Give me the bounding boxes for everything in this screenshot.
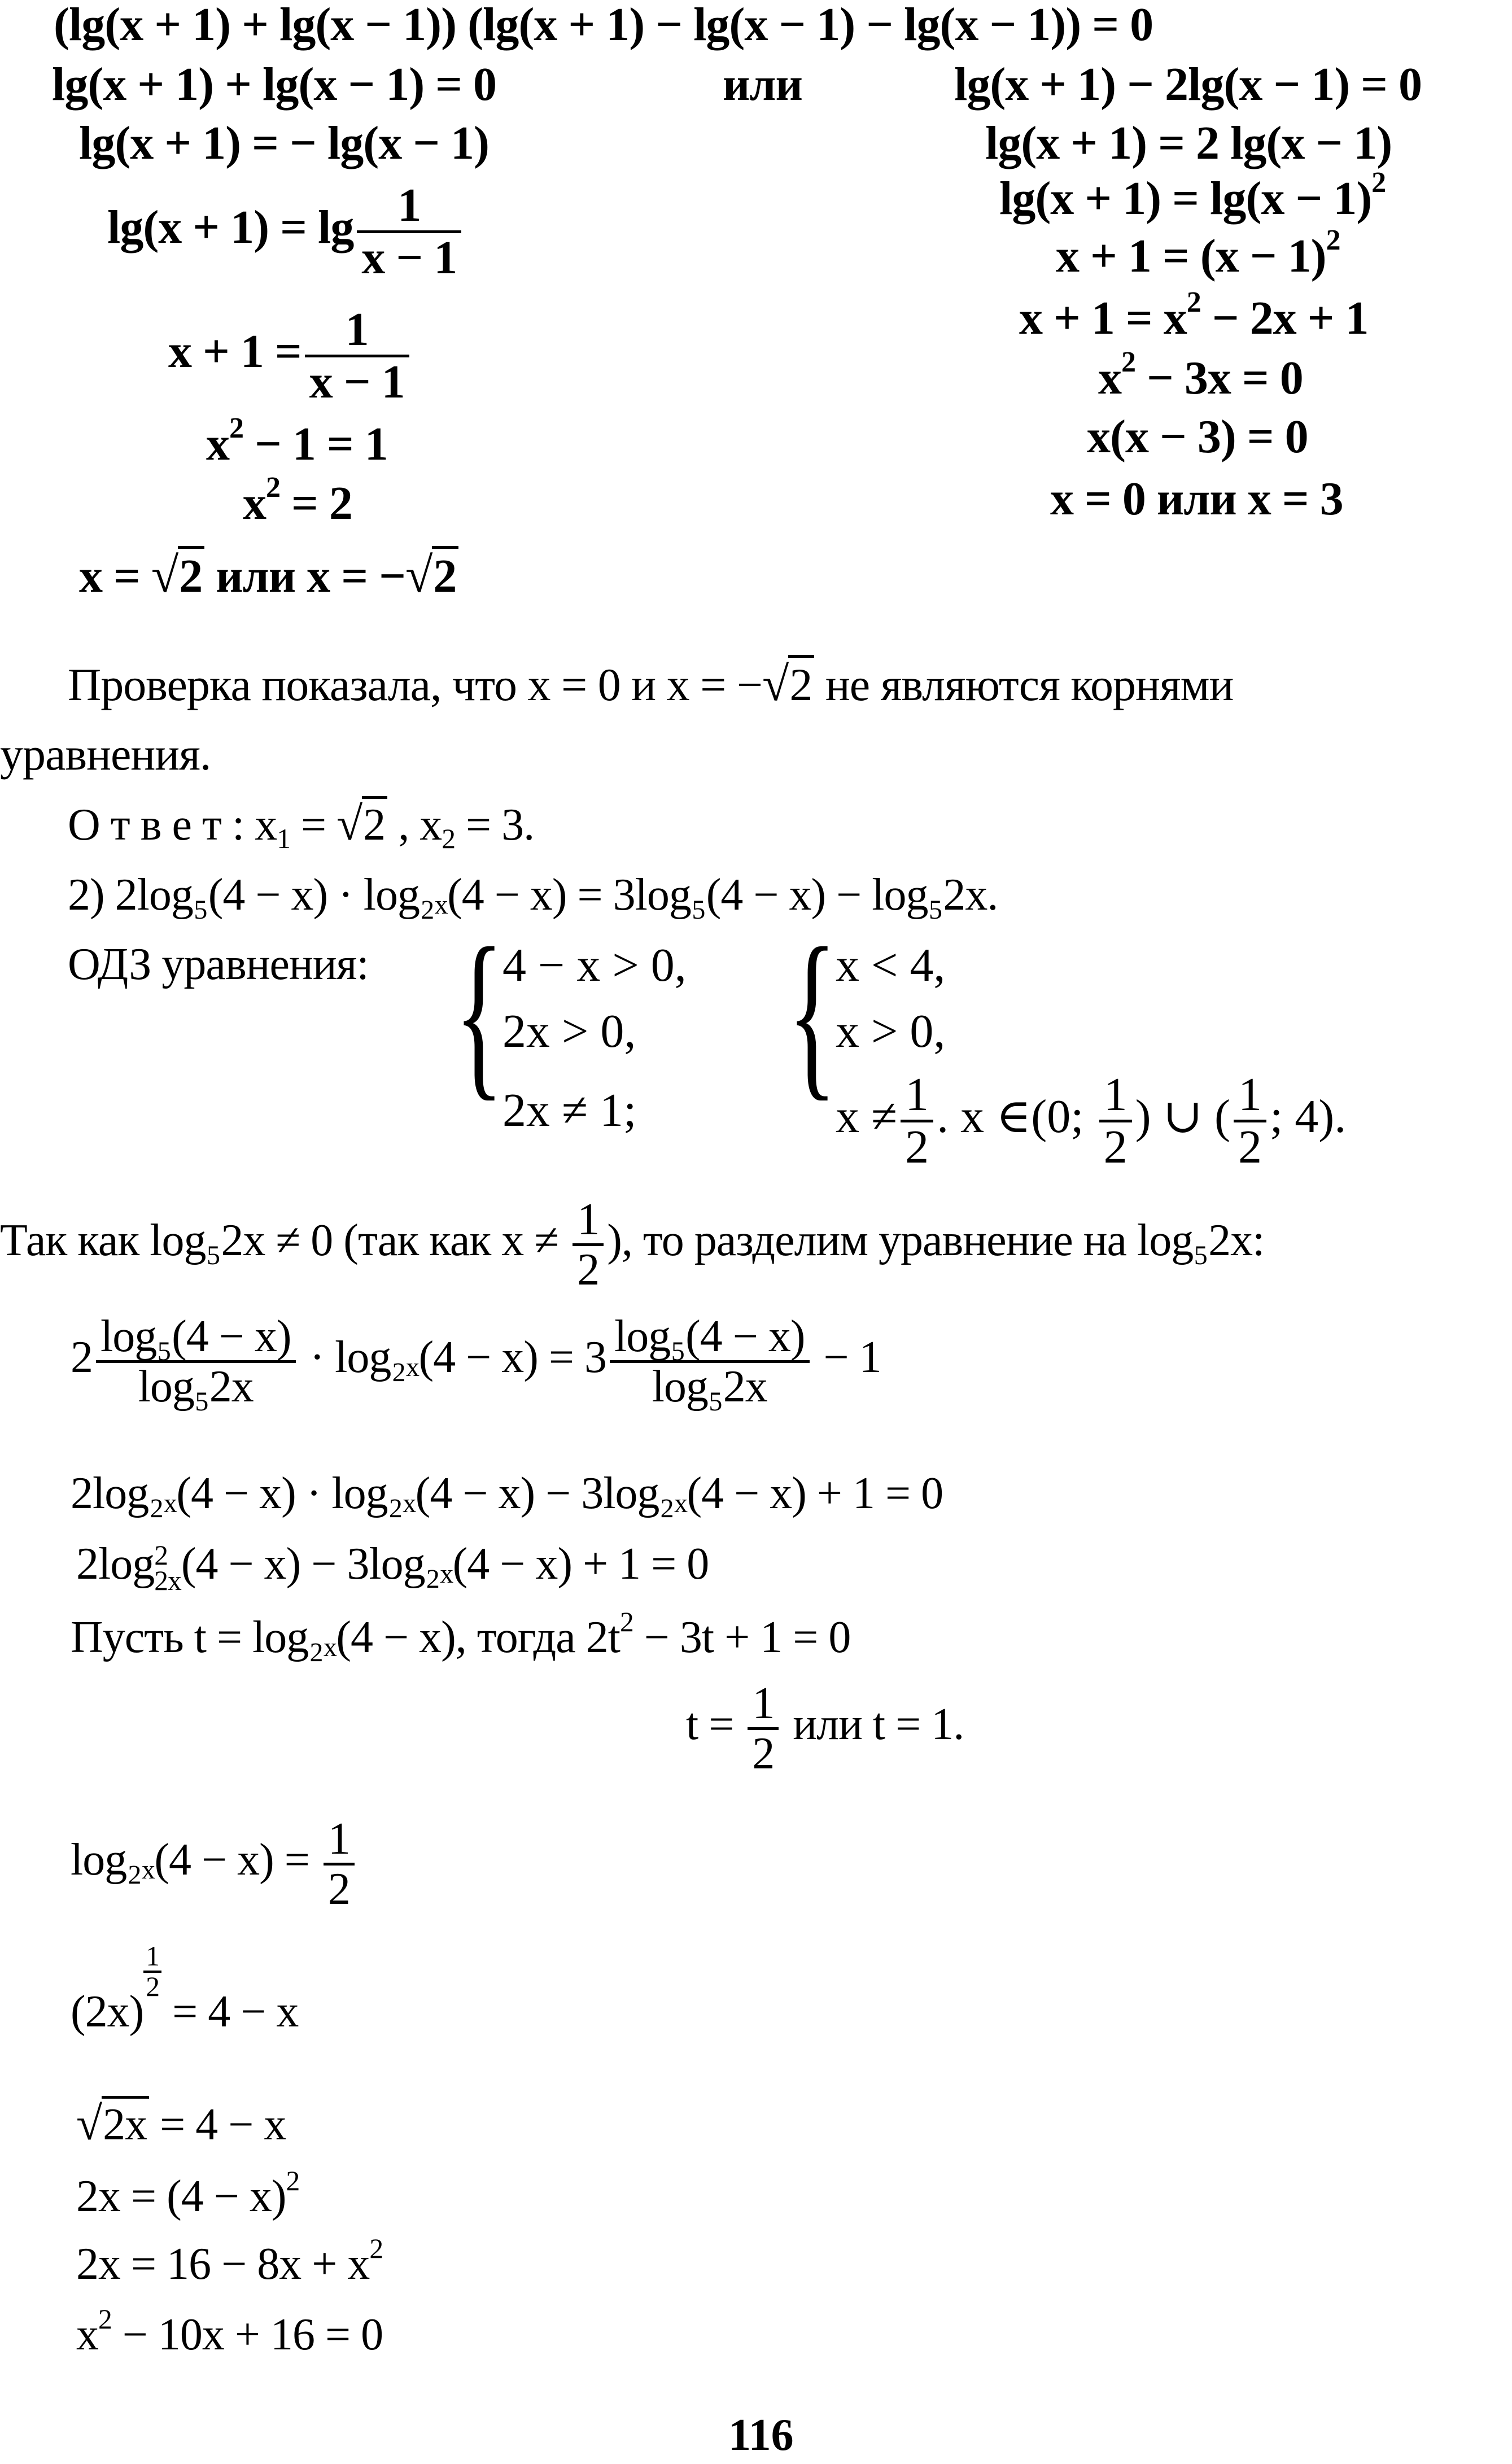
substitution-text: Пусть t = log₂ₓ(4 − x), тогда 2t: [71, 1613, 620, 1662]
fraction-denominator: log₅2x: [138, 1362, 254, 1412]
left-equation-1: lg(x + 1) + lg(x − 1) = 0: [52, 58, 497, 111]
check-paragraph-line-1: [68, 657, 1234, 711]
fraction-denominator: x − 1: [361, 231, 457, 285]
exponent: 2: [229, 412, 244, 444]
answer-line: [68, 798, 535, 854]
fraction-denominator: 2: [905, 1121, 929, 1174]
sqrt-equation: [76, 2100, 286, 2148]
expanded-equation-text: 2x = 16 − 8x + x: [76, 2239, 370, 2289]
roots-t-b: или t = 1.: [782, 1699, 964, 1749]
answer-x2-value: = 3.: [455, 800, 535, 850]
fraction-denominator: 2: [1103, 1121, 1128, 1174]
exponent: 2: [98, 2303, 112, 2335]
fraction: [305, 305, 409, 407]
substitution-line: [71, 1606, 851, 1662]
right-equation-5-b: − 2x + 1: [1200, 292, 1369, 344]
squared-equation: [76, 2165, 300, 2221]
exponent: 2: [266, 471, 281, 504]
fraction-log: [610, 1313, 810, 1410]
radicand: 2x: [102, 2096, 149, 2150]
fraction-half: [573, 1196, 604, 1294]
equation-middle: · log₂ₓ(4 − x) = 3: [299, 1332, 606, 1382]
left-equation-7-b: или x = −: [204, 550, 405, 602]
answer-label: О т в е т :: [68, 800, 244, 850]
divide-text-b: ), то разделим уравнение на log₅2x:: [607, 1215, 1265, 1265]
left-equation-7: [79, 548, 458, 603]
log-indices: [154, 1540, 181, 1596]
system-2-line-1: x < 4,: [836, 939, 946, 991]
fraction-denominator: x − 1: [309, 356, 405, 409]
power-half-rest: = 4 − x: [161, 1987, 299, 2037]
equation-tail: − 1: [812, 1332, 881, 1382]
system-2-line-2: x > 0,: [836, 1005, 946, 1058]
not-equal-text: x ≠: [836, 1090, 898, 1143]
task-2-equation: 2) 2log₅(4 − x) · log₂ₓ(4 − x) = 3log₅(4 − x) − log₅2x.: [68, 870, 998, 920]
check-text-a: Проверка показала, что x = 0 и x = −: [68, 659, 763, 710]
fraction-denominator: 2: [146, 1971, 160, 2002]
left-equation-6-a: x: [243, 477, 266, 530]
right-equation-5: [1019, 286, 1369, 344]
superscript: 2: [154, 1540, 168, 1571]
answer-x1: x: [244, 800, 277, 850]
system-brace-2: {: [788, 910, 837, 1116]
right-equation-8: x = 0 или x = 3: [1050, 473, 1343, 525]
left-equation-3-prefix: lg(x + 1) = lg: [107, 200, 354, 254]
left-equation-4: [168, 305, 413, 407]
equation-rest: (4 − x) − 3log₂ₓ(4 − x) + 1 = 0: [181, 1539, 709, 1589]
radicand: 2: [362, 796, 387, 850]
right-equation-2: lg(x + 1) = 2 lg(x − 1): [985, 117, 1392, 169]
fraction-numerator: 1: [324, 1815, 355, 1866]
answer-equals: =: [290, 800, 337, 850]
fraction-exponent: [143, 1942, 161, 2000]
system-1-line-3: 2x ≠ 1;: [502, 1084, 637, 1137]
fraction-denominator: 2: [577, 1245, 600, 1295]
square-root: √2: [337, 801, 387, 848]
right-equation-4: [1056, 224, 1340, 282]
left-equation-5: [206, 412, 388, 470]
substitution-rest: − 3t + 1 = 0: [633, 1613, 851, 1662]
right-equation-4-text: x + 1 = (x − 1): [1056, 230, 1326, 282]
divide-text-a: Так как log₅2x ≠ 0 (так как x ≠: [0, 1215, 570, 1265]
left-equation-7-a: x =: [79, 550, 151, 602]
domain-text-b: ) ∪ (: [1135, 1090, 1230, 1143]
subscript: 1: [277, 823, 290, 854]
left-equation-3: [107, 181, 465, 283]
answer-x2: , x: [387, 800, 442, 850]
odz-label: ОДЗ уравнения:: [68, 940, 369, 989]
right-equation-3-text: lg(x + 1) = lg(x − 1): [999, 172, 1372, 225]
right-equation-5-a: x + 1 = x: [1019, 292, 1187, 344]
fraction-half: [1234, 1070, 1266, 1172]
equation-quadratic-log: [76, 1539, 709, 1596]
exponent: 2: [1186, 286, 1201, 318]
radicand: 2: [788, 655, 814, 710]
final-quadratic-a: x: [76, 2310, 98, 2360]
left-equation-5-a: x: [206, 418, 229, 470]
roots-t-a: t =: [686, 1699, 745, 1749]
fraction-denominator: 2: [752, 1729, 775, 1779]
fraction-half: [324, 1815, 355, 1913]
or-word: или: [723, 58, 802, 111]
left-equation-6-b: = 2: [280, 477, 352, 530]
coefficient: 2: [71, 1332, 93, 1382]
page-number: 116: [728, 2410, 794, 2460]
fraction-half: [901, 1070, 933, 1172]
fraction-numerator: 1: [143, 1942, 161, 1973]
log-equals-half: [71, 1815, 358, 1913]
exponent: 2: [1371, 166, 1386, 199]
squared-equation-text: 2x = (4 − x): [76, 2172, 286, 2221]
right-equation-6-a: x: [1098, 352, 1121, 404]
final-quadratic-b: − 10x + 16 = 0: [111, 2310, 383, 2360]
fraction-numerator: 1: [1234, 1070, 1266, 1122]
fraction-denominator: 2: [1238, 1121, 1262, 1174]
equation-line-top: (lg(x + 1) + lg(x − 1)) (lg(x + 1) − lg(x − 1) − lg(x − 1)) = 0: [54, 0, 1153, 51]
fraction-numerator: 1: [305, 305, 409, 357]
log-equals-half-a: log₂ₓ(4 − x) =: [71, 1834, 320, 1885]
sqrt-equation-rest: = 4 − x: [149, 2100, 286, 2150]
fraction-numerator: 1: [748, 1680, 779, 1730]
exponent: 2: [619, 1606, 633, 1637]
fraction-log: [96, 1313, 296, 1410]
roots-t: [686, 1680, 964, 1777]
power-base: (2x): [71, 1987, 144, 2037]
domain-text-a: . x ∈(0;: [937, 1090, 1096, 1143]
domain-text-c: ; 4).: [1269, 1090, 1347, 1143]
check-paragraph-line-2: уравнения.: [0, 728, 211, 780]
left-equation-2: lg(x + 1) = − lg(x − 1): [79, 117, 490, 169]
left-equation-5-b: − 1 = 1: [243, 418, 388, 470]
fraction-denominator: log₅2x: [652, 1362, 767, 1412]
fraction-numerator: log₅(4 − x): [610, 1313, 810, 1363]
check-text-b: не являются корнями: [814, 659, 1234, 710]
fraction: [357, 181, 461, 283]
right-equation-6-b: − 3x = 0: [1135, 352, 1303, 404]
subscript: 2: [442, 823, 456, 854]
fraction-numerator: 1: [901, 1070, 933, 1122]
square-root: √2x: [76, 2100, 149, 2148]
radicand: 2: [178, 546, 204, 602]
right-equation-3: [999, 166, 1386, 225]
power-half-equation: [71, 1941, 299, 2037]
square-root: √2: [762, 659, 814, 708]
left-equation-6: [243, 471, 352, 530]
left-equation-4-prefix: x + 1 =: [168, 325, 301, 378]
fraction-denominator: 2: [327, 1864, 350, 1914]
fraction-half: [1099, 1070, 1132, 1172]
exponent: 2: [369, 2233, 383, 2264]
exponent: 2: [1121, 346, 1136, 378]
subscript: 2x: [154, 1565, 181, 1596]
right-equation-7: x(x − 3) = 0: [1087, 410, 1308, 463]
divide-sentence: [0, 1196, 1264, 1294]
system-1-line-2: 2x > 0,: [502, 1005, 636, 1058]
right-equation-1: lg(x + 1) − 2lg(x − 1) = 0: [954, 58, 1422, 111]
fraction-numerator: 1: [573, 1196, 604, 1246]
exponent: 2: [1326, 224, 1340, 256]
exponent: 2: [286, 2165, 300, 2196]
expanded-equation: [76, 2233, 383, 2289]
equation-product: 2log₂ₓ(4 − x) · log₂ₓ(4 − x) − 3log₂ₓ(4 − x) + 1 = 0: [71, 1469, 943, 1518]
square-root: √2: [151, 551, 204, 600]
fraction-half: [748, 1680, 779, 1777]
fraction-numerator: 1: [1099, 1070, 1132, 1122]
fraction-numerator: log₅(4 − x): [96, 1313, 296, 1363]
right-equation-6: [1098, 346, 1303, 404]
system-brace-1: {: [455, 910, 504, 1116]
final-quadratic: [76, 2303, 383, 2360]
log-prefix: 2log: [76, 1539, 155, 1589]
equation-divided: [71, 1313, 881, 1410]
system-1-line-1: 4 − x > 0,: [502, 939, 687, 991]
fraction-numerator: 1: [357, 181, 461, 233]
radicand: 2: [432, 546, 458, 602]
square-root: √2: [405, 551, 458, 600]
system-2-line-3: [836, 1070, 1346, 1172]
